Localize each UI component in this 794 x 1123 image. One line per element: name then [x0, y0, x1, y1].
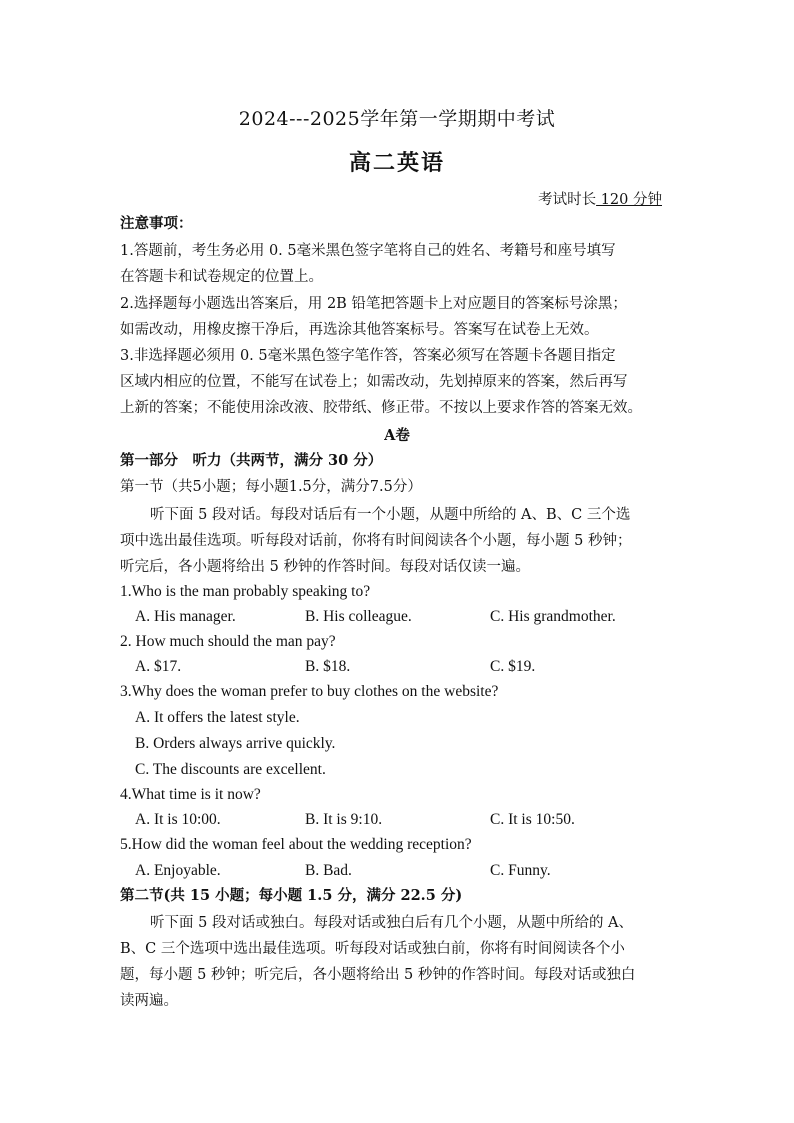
question-stem: 2. How much should the man pay?: [120, 633, 336, 650]
section1-heading: 第一节（共5小题；每小题1.5分，满分7.5分）: [120, 479, 422, 495]
notes-line: 如需改动，用橡皮擦干净后，再选涂其他答案标号。答案写在试卷上无效。: [120, 322, 599, 338]
section1-instruction: 听下面 5 段对话。每段对话后有一个小题，从题中所给的 A、B、C 三个选: [150, 507, 631, 523]
option-c: C. His grandmother.: [490, 608, 616, 625]
option-c: C. It is 10:50.: [490, 811, 575, 828]
option-a: A. His manager.: [135, 608, 236, 625]
option-b: B. Bad.: [305, 862, 352, 879]
question-stem: 3.Why does the woman prefer to buy clothes on the website?: [120, 683, 499, 700]
exam-duration: [538, 188, 662, 209]
exam-title: 2024---2025学年第一学期期中考试: [238, 108, 556, 130]
duration-value: 120 分钟: [596, 192, 662, 208]
option-b: B. Orders always arrive quickly.: [135, 735, 336, 752]
notes-line: 1.答题前，考生务必用 0. 5毫米黑色签字笔将自己的姓名、考籍号和座号填写: [120, 243, 616, 259]
option-a: A. It is 10:00.: [135, 811, 221, 828]
section1-instruction: 听完后，各小题将给出 5 秒钟的作答时间。每段对话仅读一遍。: [120, 559, 530, 575]
option-a: A. $17.: [135, 658, 182, 675]
duration-label: 考试时长: [538, 192, 597, 208]
notes-line: 3.非选择题必须用 0. 5毫米黑色签字笔作答，答案必须写在答题卡各题目指定: [120, 348, 616, 364]
option-c: C. Funny.: [490, 862, 551, 879]
option-c: C. $19.: [490, 658, 536, 675]
option-b: B. It is 9:10.: [305, 811, 383, 828]
option-b: B. $18.: [305, 658, 351, 675]
notes-line: 上新的答案；不能使用涂改液、胶带纸、修正带。不按以上要求作答的答案无效。: [120, 400, 642, 416]
volume-label: A卷: [384, 427, 410, 444]
question-stem: 1.Who is the man probably speaking to?: [120, 583, 371, 600]
question-stem: 5.How did the woman feel about the wedding reception?: [120, 836, 472, 853]
notes-line: 2.选择题每小题选出答案后，用 2B 铅笔把答题卡上对应题目的答案标号涂黑；: [120, 296, 627, 312]
section2-instruction: 听下面 5 段对话或独白。每段对话或独白后有几个小题，从题中所给的 A、: [150, 915, 634, 931]
exam-subject: 高二英语: [348, 150, 445, 176]
option-c: C. The discounts are excellent.: [135, 761, 326, 778]
section2-heading: 第二节(共 15 小题；每小题 1.5 分，满分 22.5 分): [120, 887, 463, 904]
option-a: A. It offers the latest style.: [135, 709, 300, 726]
section2-instruction: B、C 三个选项中选出最佳选项。听每段对话或独白前，你将有时间阅读各个小: [120, 941, 625, 957]
notes-heading: 注意事项：: [120, 215, 193, 232]
notes-line: 在答题卡和试卷规定的位置上。: [120, 269, 323, 285]
option-b: B. His colleague.: [305, 608, 412, 625]
part1-heading: 第一部分 听力（共两节，满分 30 分）: [120, 452, 383, 469]
question-stem: 4.What time is it now?: [120, 786, 261, 803]
section2-instruction: 题，每小题 5 秒钟；听完后，各小题将给出 5 秒钟的作答时间。每段对话或独白: [120, 967, 636, 983]
section2-instruction: 读两遍。: [120, 993, 178, 1009]
option-a: A. Enjoyable.: [135, 862, 221, 879]
notes-line: 区域内相应的位置，不能写在试卷上；如需改动，先划掉原来的答案，然后再写: [120, 374, 628, 390]
section1-instruction: 项中选出最佳选项。听每段对话前，你将有时间阅读各个小题，每小题 5 秒钟；: [120, 533, 632, 549]
